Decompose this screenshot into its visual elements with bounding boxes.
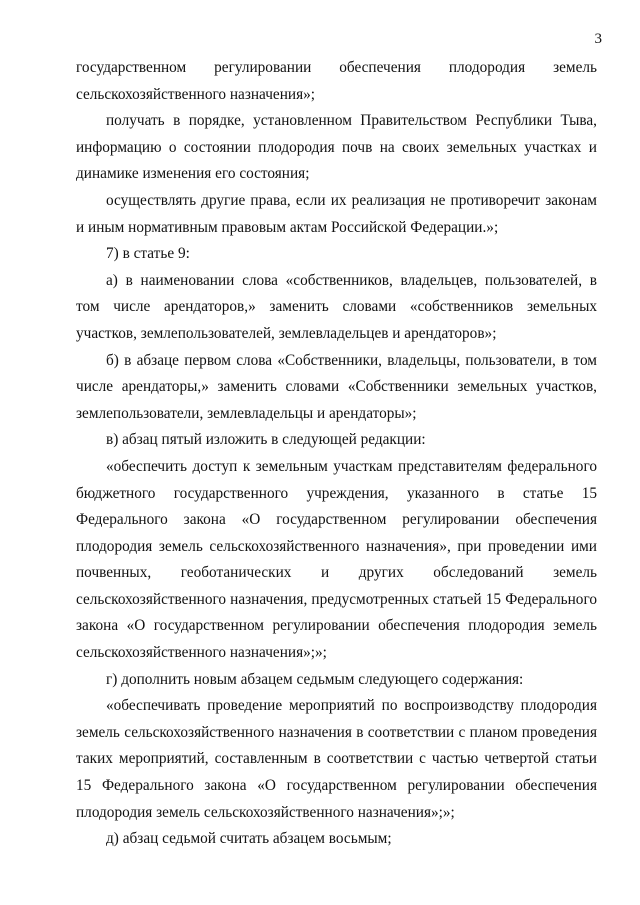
paragraph: осуществлять другие права, если их реализация не противоречит законам и иным нормативным правовым актам Российской Федерации.»; — [76, 191, 597, 236]
paragraph: д) абзац седьмой считать абзацем восьмым; — [106, 830, 392, 848]
paragraph: «обеспечить доступ к земельным участкам представителям федерального бюджетного государственного учреждения, указанного в статье 15 Федерального закона «О государственном регулировании обеспечения плодородия земель сельскохозяйственного назначения», при проведении ими почвенных, геоботанических и других обследований земель сельскохозяйственного назначения, предусмотренных статьей 15 Федерального закона «О государственном регулировании обеспечения плодородия земель сельскохозяйственного назначения»;»; — [76, 457, 597, 662]
paragraph: получать в порядке, установленном Правительством Республики Тыва, информацию о состоянии плодородия почв на своих земельных участках и динамике изменения его состояния; — [76, 112, 597, 183]
page-number: 3 — [594, 31, 602, 47]
paragraph: «обеспечивать проведение мероприятий по воспроизводству плодородия земель сельскохозяйственного назначения в соответствии с планом проведения таких мероприятий, составленным в соответствии с частью четвертой статьи 15 Федерального закона «О государственном регулировании обеспечения плодородия земель сельскохозяйственного назначения»;»; — [76, 697, 597, 821]
paragraph: в) абзац пятый изложить в следующей редакции: — [106, 431, 426, 449]
document-body — [76, 55, 597, 853]
paragraph: г) дополнить новым абзацем седьмым следующего содержания: — [106, 670, 524, 688]
paragraph: а) в наименовании слова «собственников, владельцев, пользователей, в том числе арендаторов,» заменить словами «собственников земельных участков, землепользователей, землевладельцев и арендаторов»; — [76, 271, 597, 342]
paragraph: б) в абзаце первом слова «Собственники, владельцы, пользователи, в том числе арендаторы,» заменить словами «Собственники земельных участков, землепользователи, землевладельцы и арендаторы»; — [76, 351, 597, 422]
paragraph: 7) в статье 9: — [106, 245, 190, 263]
paragraph: государственном регулировании обеспечения плодородия земель сельскохозяйственного назначения»; — [76, 59, 597, 103]
